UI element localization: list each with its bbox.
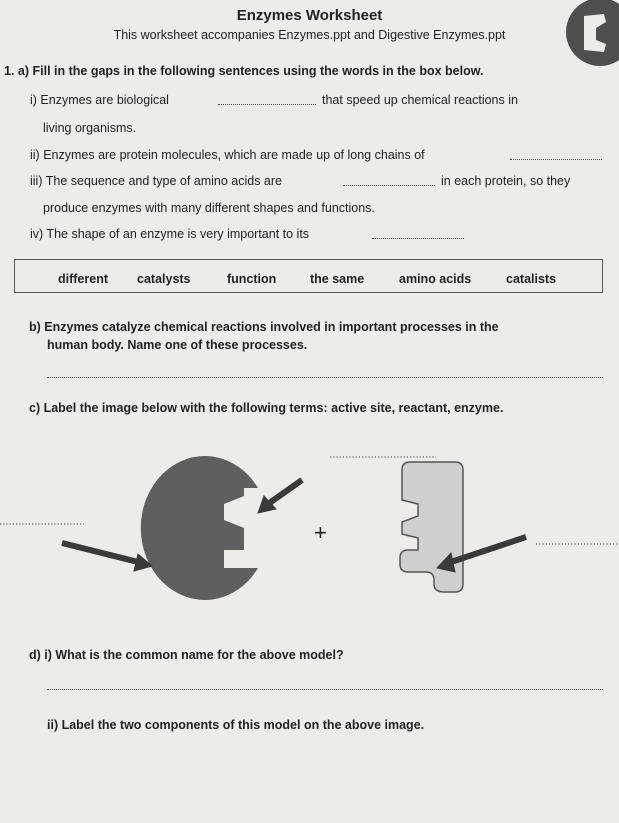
answer-line-1b[interactable]: [47, 377, 603, 378]
word-catalysts: catalysts: [137, 272, 191, 286]
answer-line-1d[interactable]: [47, 689, 603, 690]
sentence-1-part-c: living organisms.: [43, 121, 137, 135]
substrate-shape: [400, 462, 463, 592]
question-1a-prompt: 1. a) Fill in the gaps in the following sentences using the words in the box below.: [4, 64, 484, 78]
question-1d-ii-prompt: ii) Label the two components of this model on the above image.: [47, 718, 425, 732]
sentence-3-part-b: in each protein, so they: [441, 174, 571, 188]
sentence-4-part-a: iv) The shape of an enzyme is very important to its: [30, 227, 310, 241]
word-function: function: [227, 272, 277, 286]
question-1c-prompt: c) Label the image below with the following terms: active site, reactant, enzyme.: [29, 401, 504, 415]
worksheet-title: Enzymes Worksheet: [236, 7, 383, 24]
blank-1[interactable]: [218, 104, 316, 105]
sentence-2-part-a: ii) Enzymes are protein molecules, which are made up of long chains of: [30, 148, 425, 162]
plus-sign: +: [314, 520, 327, 545]
sentence-3-part-c: produce enzymes with many different shapes and functions.: [43, 201, 375, 215]
worksheet-subtitle: This worksheet accompanies Enzymes.ppt and Digestive Enzymes.ppt: [113, 28, 506, 42]
sentence-1-part-a: i) Enzymes are biological: [30, 93, 169, 107]
question-1b-prompt-line2: human body. Name one of these processes.: [47, 338, 308, 352]
word-different: different: [58, 272, 108, 286]
sentence-1-part-b: that speed up chemical reactions in: [322, 93, 518, 107]
word-the-same: the same: [310, 272, 365, 286]
blank-3[interactable]: [343, 185, 435, 186]
word-box: [14, 259, 603, 293]
enzyme-substrate-diagram: [0, 440, 619, 620]
enzyme-shape: [141, 456, 258, 600]
blank-4[interactable]: [372, 238, 464, 239]
word-amino-acids: amino acids: [399, 272, 472, 286]
question-1b-prompt-line1: b) Enzymes catalyze chemical reactions involved in important processes in the: [29, 320, 499, 334]
word-catalists: catalists: [506, 272, 557, 286]
enzyme-logo-icon: [546, 0, 619, 66]
question-1d-i-prompt: d) i) What is the common name for the above model?: [29, 648, 344, 662]
sentence-3-part-a: iii) The sequence and type of amino acids are: [30, 174, 283, 188]
blank-2[interactable]: [510, 159, 602, 160]
